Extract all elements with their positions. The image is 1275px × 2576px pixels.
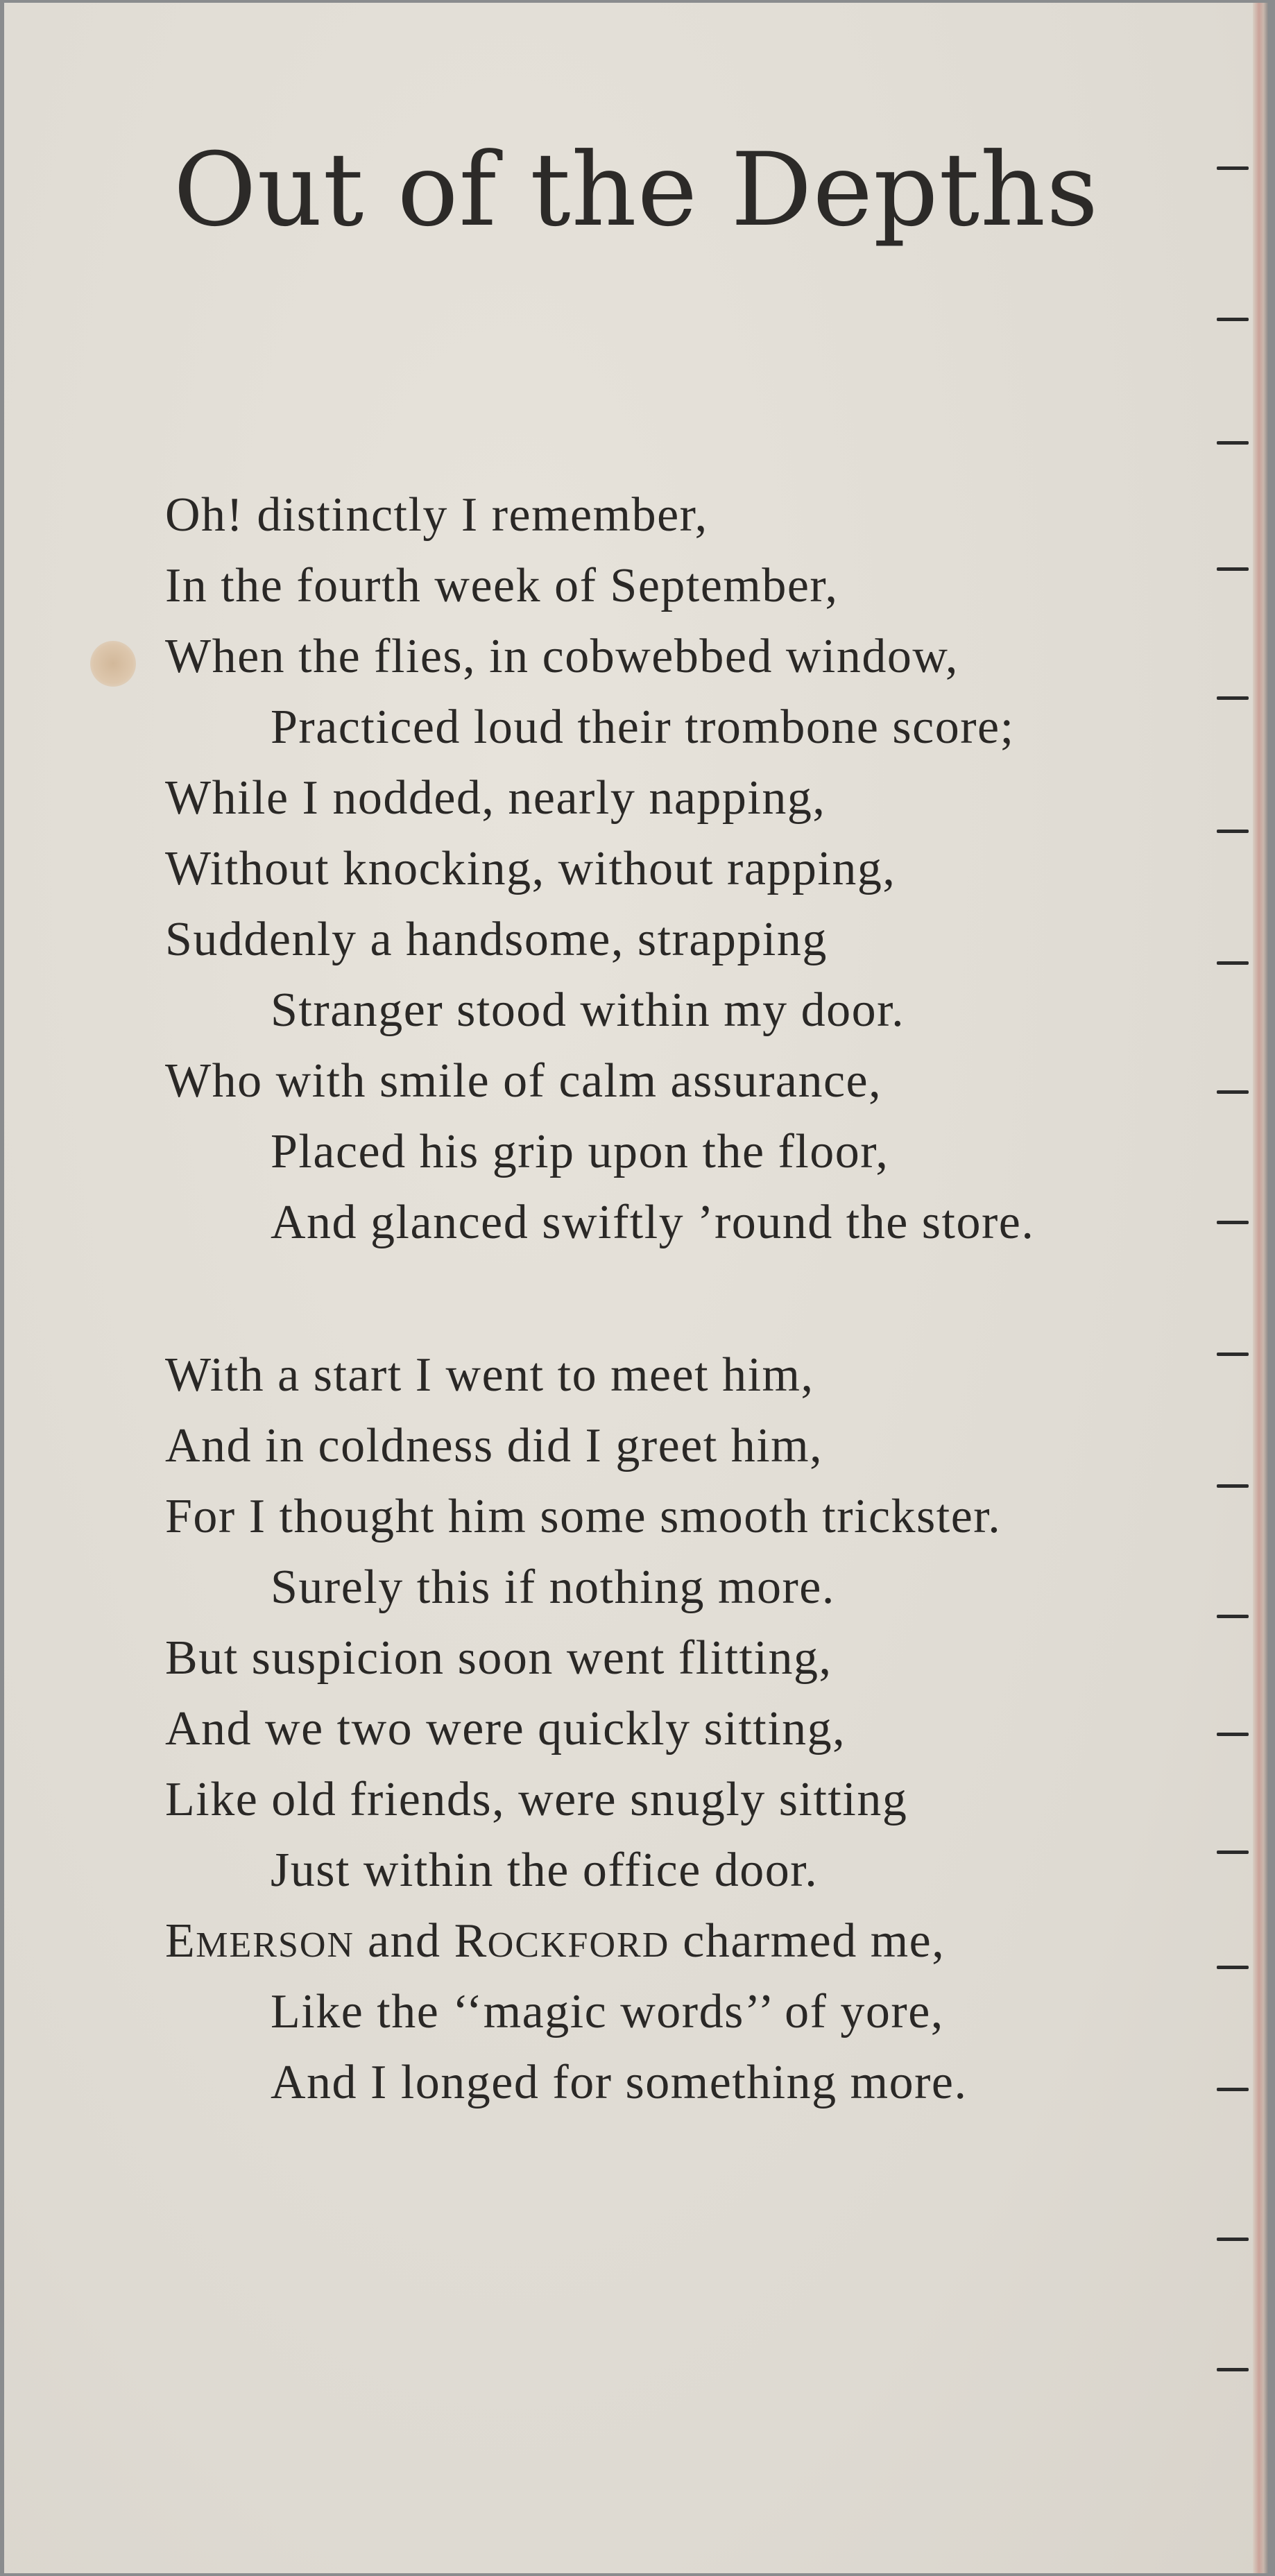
poem-line: Practiced loud their trombone score; (271, 701, 1015, 754)
stitch-mark (1217, 1851, 1249, 1854)
poem-line: In the fourth week of September, (165, 559, 839, 612)
stitch-mark (1217, 696, 1249, 700)
poem-line: But suspicion soon went flitting, (165, 1631, 832, 1685)
binding-edge (1253, 3, 1268, 2573)
poem-line: Like old friends, were snugly sitting (165, 1773, 908, 1826)
poem-line: And glanced swiftly ’round the store. (271, 1196, 1035, 1249)
poem-title: Out of the Depths (173, 131, 1099, 249)
stitch-mark (1217, 830, 1249, 833)
stitch-mark (1217, 1966, 1249, 1969)
stitch-mark (1217, 1615, 1249, 1618)
stitch-mark (1217, 2088, 1249, 2091)
poem-line: Stranger stood within my door. (271, 984, 905, 1037)
stitch-mark (1217, 1090, 1249, 1094)
poem-line: Oh! distinctly I remember, (165, 488, 708, 542)
stanza-1 (165, 480, 1034, 1258)
stanza-2 (165, 1340, 1001, 2118)
stitch-mark (1217, 2238, 1249, 2241)
stitch-mark (1217, 441, 1249, 445)
poem-line: And we two were quickly sitting, (165, 1702, 846, 1755)
poem-line: Suddenly a handsome, strapping (165, 913, 828, 966)
stitch-mark (1217, 1484, 1249, 1488)
poem-line: Just within the office door. (271, 1844, 819, 1897)
stitch-mark (1217, 2368, 1249, 2371)
poem-line: And in coldness did I greet him, (165, 1419, 823, 1472)
paper-stain (90, 641, 136, 687)
poem-page (4, 3, 1268, 2573)
stitch-mark (1217, 1733, 1249, 1736)
poem-line: While I nodded, nearly napping, (165, 771, 826, 825)
stitch-mark (1217, 1353, 1249, 1356)
poem-line: Placed his grip upon the floor, (271, 1125, 889, 1178)
stitch-mark (1217, 961, 1249, 965)
stitch-mark (1217, 1221, 1249, 1224)
poem-line: Without knocking, without rapping, (165, 842, 896, 895)
poem-line: For I thought him some smooth trickster. (165, 1490, 1002, 1543)
poem-line: Surely this if nothing more. (271, 1561, 835, 1614)
stitch-mark (1217, 567, 1249, 571)
stitch-mark (1217, 318, 1249, 321)
poem-line: When the flies, in cobwebbed window, (165, 630, 959, 683)
poem-line: Like the ‘‘magic words’’ of yore, (271, 1985, 944, 2038)
poem-line: With a start I went to meet him, (165, 1348, 814, 1402)
poem-line: And I longed for something more. (271, 2056, 968, 2109)
poem-line: EMERSON and ROCKFORD charmed me, (165, 1914, 945, 1968)
poem-line: Who with smile of calm assurance, (165, 1054, 882, 1108)
